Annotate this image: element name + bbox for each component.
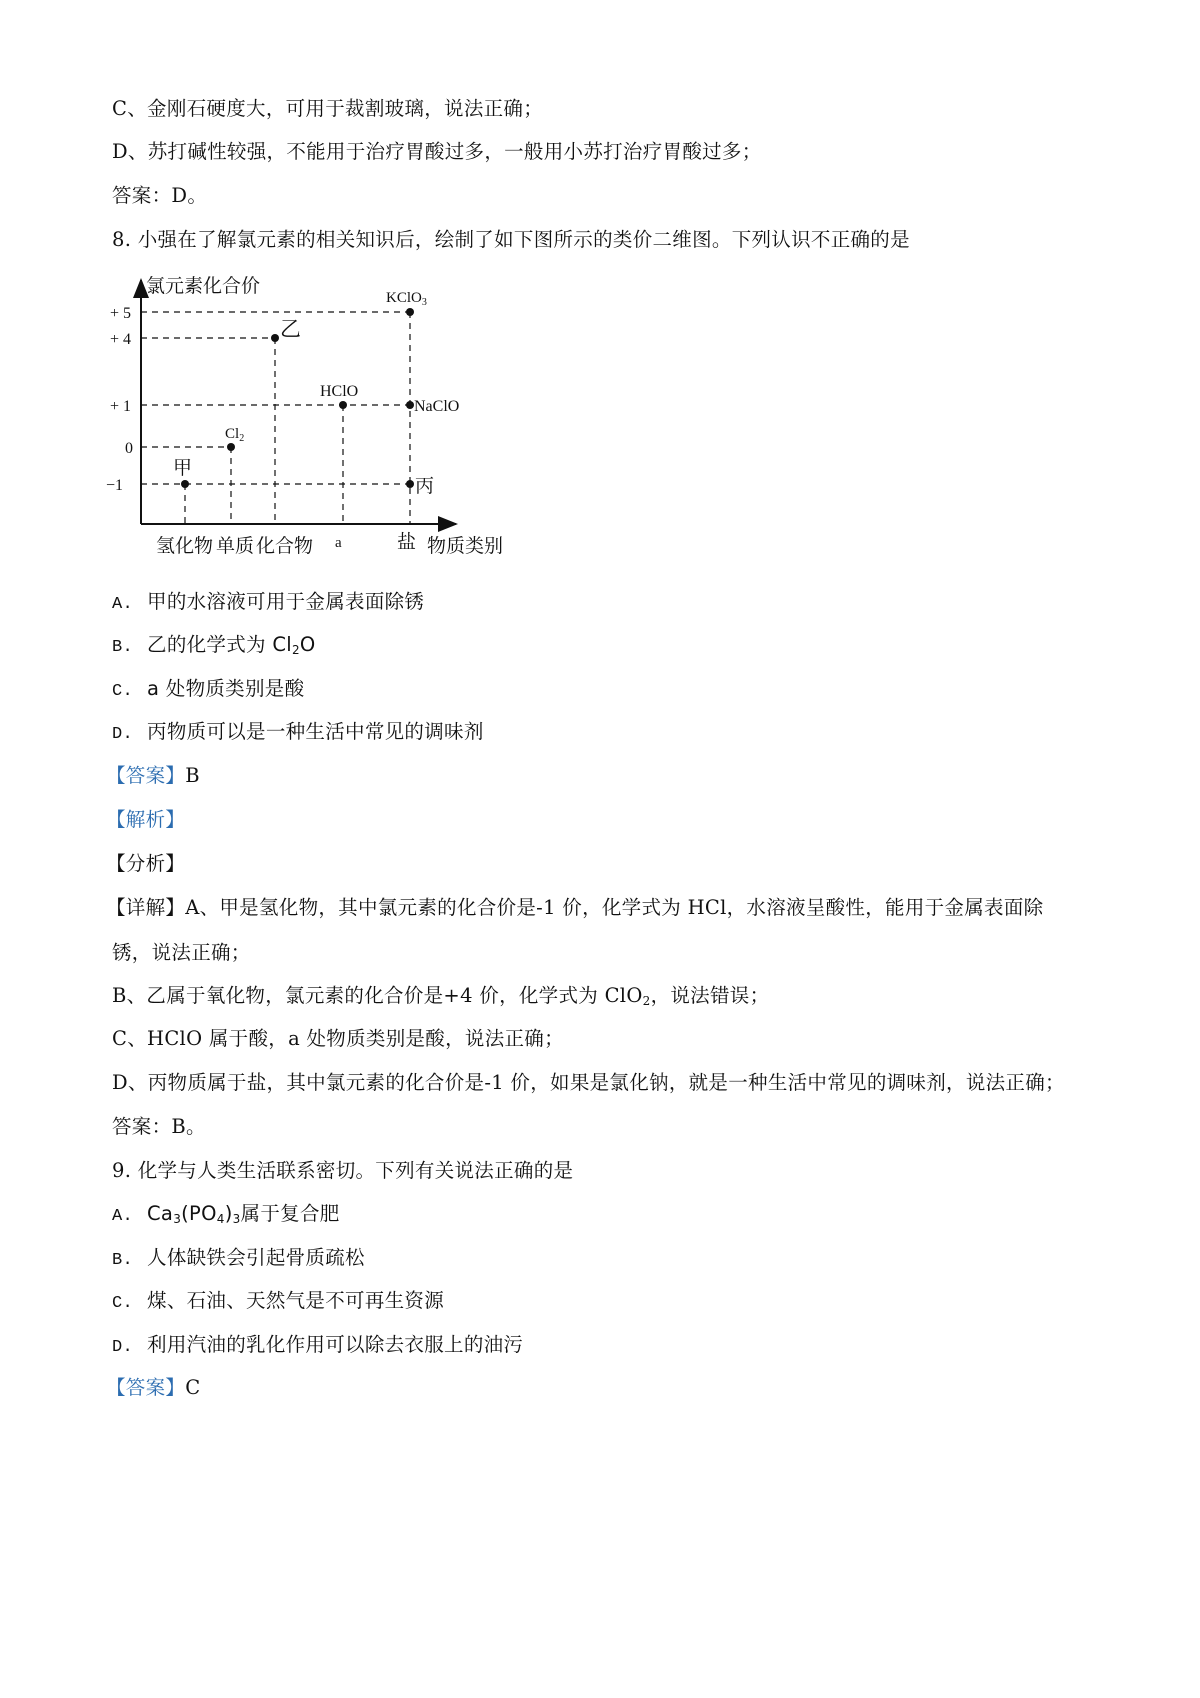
q8-answer-tag: 【答案】: [106, 764, 186, 787]
q8-detail-d: D、丙物质属于盐，其中氯元素的化合价是-1 价，如果是氯化钠，就是一种生活中常见的调味剂，说法正确；: [112, 1071, 1065, 1094]
q9-option-a-po: (PO: [181, 1202, 217, 1225]
q9-option-d: [112, 1332, 523, 1361]
q8-detail-b-post: ，说法错误；: [650, 984, 770, 1007]
y-tick-minus1: −1: [106, 477, 124, 494]
q9-option-a-sub1: 3: [173, 1212, 182, 1226]
q8-fenxi-tag: 【分析】: [106, 852, 186, 875]
point-yi: [271, 334, 279, 342]
q9-option-a-letter: A.: [112, 1207, 134, 1226]
q9-option-a-sub3: 3: [232, 1212, 241, 1226]
q8-option-b-tail: O: [299, 633, 316, 656]
x-axis-title: 物质类别: [427, 535, 504, 557]
q8-option-c-letter: C.: [112, 682, 134, 701]
q8-answer-value: B: [185, 764, 200, 787]
x-cat-salt: 盐: [397, 531, 417, 553]
q9-answer-value: C: [185, 1376, 201, 1399]
x-cat-element: 单质: [216, 535, 255, 557]
point-bing: [406, 480, 414, 488]
x-cat-hydride: 氢化物: [156, 535, 214, 557]
q9-option-b-letter: B.: [112, 1251, 134, 1270]
q8-detail-b-pre: B、乙属于氧化物，氯元素的化合价是+4 价，化学式为 ClO: [112, 984, 643, 1007]
q8-option-d: [112, 719, 484, 748]
q8-option-b: [112, 632, 316, 663]
q9-option-a: [112, 1201, 340, 1232]
prev-answer: 答案：D。: [112, 184, 208, 207]
q9-option-d-letter: D.: [112, 1338, 134, 1357]
label-naclo: NaClO: [414, 398, 460, 415]
label-jia: 甲: [173, 457, 193, 479]
q8-option-b-sub: 2: [291, 643, 300, 657]
q9-option-c-letter: C.: [112, 1294, 134, 1313]
label-cl2-sub: 2: [239, 433, 245, 444]
q8-answer-line: 答案：B。: [112, 1115, 206, 1138]
x-cat-a: a: [335, 535, 342, 551]
prev-option-d-explanation: D、苏打碱性较强，不能用于治疗胃酸过多，一般用小苏打治疗胃酸过多；: [112, 140, 762, 163]
q8-detail-c: C、HClO 属于酸，a 处物质类别是酸，说法正确；: [112, 1027, 564, 1050]
y-tick-plus4: + 4: [110, 331, 132, 348]
q8-option-a-text: 甲的水溶液可用于金属表面除锈: [147, 590, 425, 613]
q8-option-c: [112, 676, 304, 705]
q8-option-a: [112, 589, 424, 618]
prev-option-c-explanation: C、金刚石硬度大，可用于裁割玻璃，说法正确；: [112, 97, 544, 120]
q8-option-b-letter: B.: [112, 638, 134, 657]
label-cl2: [225, 426, 244, 444]
label-kclo3: [386, 290, 427, 308]
q9-option-a-sub2: 4: [216, 1212, 225, 1226]
label-yi: 乙: [280, 317, 301, 341]
q9-option-b-text: 人体缺铁会引起骨质疏松: [147, 1246, 365, 1269]
q9-option-d-text: 利用汽油的乳化作用可以除去衣服上的油污: [147, 1333, 524, 1356]
q8-detail-b-sub: 2: [642, 994, 651, 1008]
q8-analysis-tag: 【解析】: [106, 808, 186, 831]
point-kclo3: [406, 308, 414, 316]
y-tick-zero: 0: [125, 440, 133, 457]
label-kclo3-sub: 3: [421, 297, 427, 308]
q9-answer: [106, 1375, 200, 1401]
label-bing: 丙: [415, 475, 435, 497]
q9-option-c: [112, 1288, 444, 1317]
q9-answer-tag: 【答案】: [106, 1376, 186, 1399]
q8-detail-a-line2: 锈，说法正确；: [112, 941, 251, 964]
q8-option-d-text: 丙物质可以是一种生活中常见的调味剂: [147, 720, 484, 743]
point-jia: [181, 480, 189, 488]
y-tick-plus1: + 1: [110, 398, 132, 415]
point-cl2: [227, 443, 235, 451]
q8-detail-b: [112, 983, 769, 1014]
label-kclo3-main: KClO: [386, 290, 422, 306]
label-cl2-main: Cl: [225, 426, 240, 442]
y-tick-plus5: + 5: [110, 305, 132, 322]
point-hclo: [339, 401, 347, 409]
question-8-stem: 8. 小强在了解氯元素的相关知识后，绘制了如下图所示的类价二维图。下列认识不正确的是: [112, 228, 910, 251]
q8-option-b-text: 乙的化学式为 Cl: [147, 633, 292, 656]
q9-option-a-paren: ): [224, 1202, 233, 1225]
label-hclo: HClO: [320, 383, 359, 400]
q8-option-a-letter: A.: [112, 595, 134, 614]
q8-option-d-letter: D.: [112, 725, 134, 744]
q9-option-b: [112, 1245, 365, 1274]
q8-answer: [106, 763, 200, 789]
point-naclo: [406, 401, 414, 409]
q8-option-c-text: a 处物质类别是酸: [147, 677, 305, 700]
y-axis-title: 氯元素化合价: [146, 275, 261, 297]
dashed-guides: [141, 312, 410, 524]
q9-option-c-text: 煤、石油、天然气是不可再生资源: [147, 1289, 445, 1312]
x-cat-compound: 化合物: [256, 535, 314, 557]
question-9-stem: 9. 化学与人类生活联系密切。下列有关说法正确的是: [112, 1159, 574, 1182]
q9-option-a-text: 属于复合肥: [240, 1202, 340, 1225]
q9-option-a-ca: Ca: [147, 1202, 174, 1225]
chlorine-valence-diagram: [100, 272, 570, 612]
q8-detail-a-line1: 【详解】A、甲是氢化物，其中氯元素的化合价是-1 价，化学式为 HCl，水溶液呈酸性，能用于金属表面除: [106, 896, 1044, 919]
